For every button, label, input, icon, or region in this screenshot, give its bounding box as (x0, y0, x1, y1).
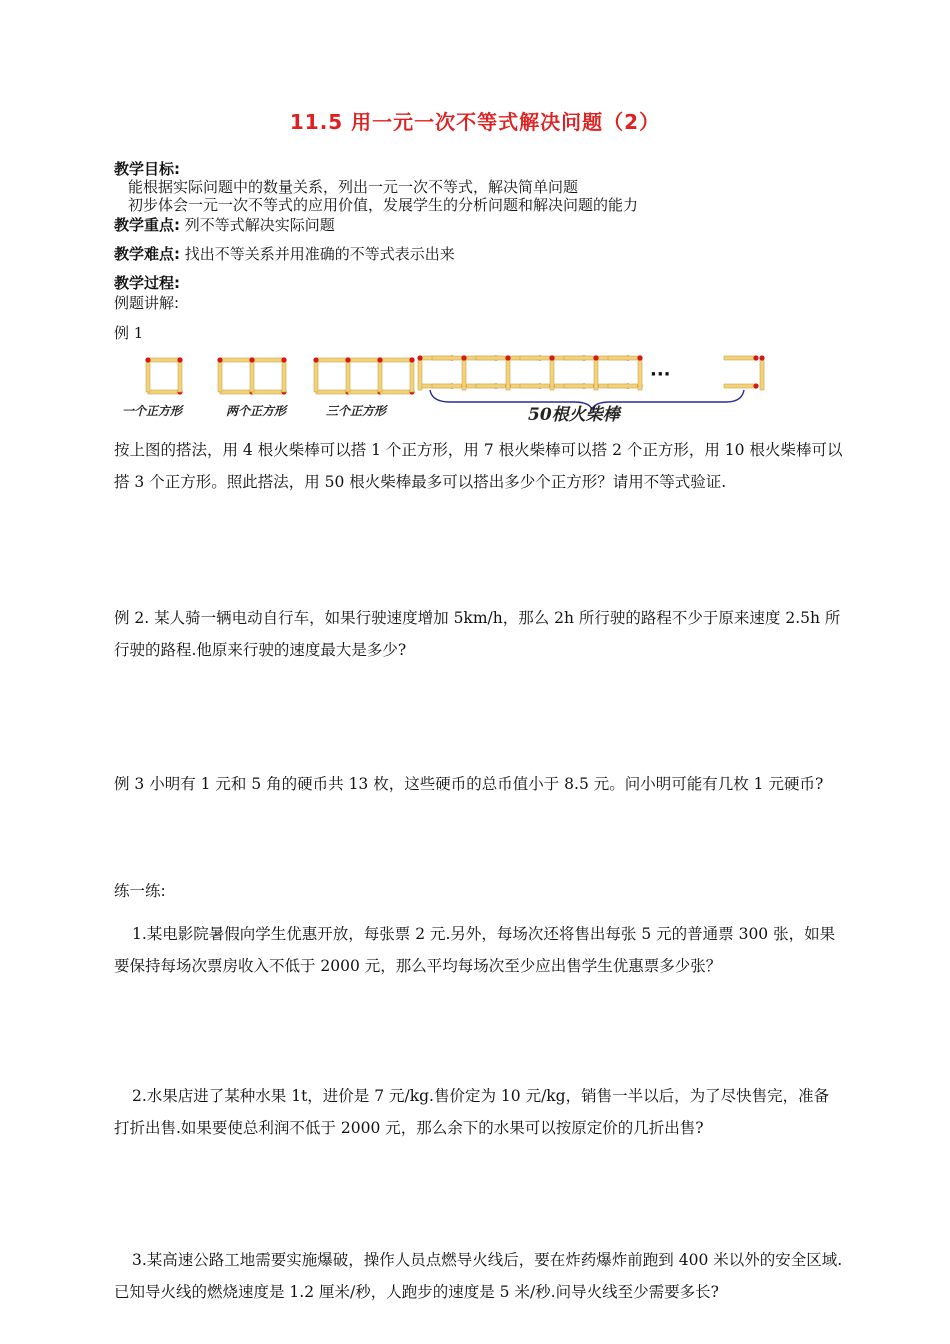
caption-one-square: 一个正方形 (122, 404, 183, 418)
focus-label: 教学重点: (114, 216, 180, 234)
matchstick-figure (114, 350, 774, 430)
goal-item-1: 能根据实际问题中的数量关系，列出一元一次不等式，解决简单问题 (128, 178, 579, 196)
example2-text: 例 2. 某人骑一辆电动自行车，如果行驶速度增加 5km/h，那么 2h 所行驶的路程不少于原来速度 2.5h 所行驶的路程.他原来行驶的速度最大是多少? (114, 609, 841, 659)
practice-item-3: 3.某高速公路工地需要实施爆破，操作人员点燃导火线后，要在炸药爆炸前跑到 400 米以外的安全区域.已知导火线的燃烧速度是 1.2 厘米/秒，人跑步的速度是 5 米/秒.问导火线至少需要多长? (114, 1251, 843, 1301)
practice-label: 练一练: (114, 882, 166, 900)
examples-label: 例题讲解: (114, 294, 180, 312)
process-label: 教学过程: (114, 274, 180, 292)
two-squares (217, 357, 286, 394)
ellipsis: ··· (650, 364, 671, 385)
three-squares (313, 357, 414, 394)
one-square (145, 357, 182, 394)
focus-row (114, 216, 335, 234)
example1-label: 例 1 (114, 324, 144, 342)
difficulty-text: 找出不等关系并用准确的不等式表示出来 (184, 245, 455, 263)
caption-two-squares: 两个正方形 (226, 404, 287, 418)
brace-label: 50根火柴棒 (528, 405, 620, 425)
caption-three-squares: 三个正方形 (326, 404, 387, 418)
practice-item-1: 1.某电影院暑假向学生优惠开放，每张票 2 元.另外，每场次还将售出每张 5 元的普通票 300 张，如果要保持每场次票房收入不低于 2000 元，那么平均每场次至少应出售学生优惠票多少张？ (114, 925, 836, 975)
example3-text: 例 3 小明有 1 元和 5 角的硬币共 13 枚，这些硬币的总币值小于 8.5 元。问小明可能有几枚 1 元硬币? (114, 775, 824, 793)
difficulty-row (114, 245, 455, 263)
example1-text: 按上图的搭法，用 4 根火柴棒可以搭 1 个正方形，用 7 根火柴棒可以搭 2 个正方形，用 10 根火柴棒可以搭 3 个正方形。照此搭法，用 50 根火柴棒最多可以搭出多少个正方形？请用不等式验证. (114, 441, 843, 491)
practice-item-2: 2.水果店进了某种水果 1t，进价是 7 元/kg.售价定为 10 元/kg，销售一半以后，为了尽快售完，准备打折出售.如果要使总利润不低于 2000 元，那么余下的水果可以按原定价的几折出售? (114, 1087, 830, 1137)
page-title: 11.5 用一元一次不等式解决问题（2） (289, 110, 661, 134)
goals-label: 教学目标: (114, 160, 180, 178)
long-row (417, 355, 764, 390)
goal-item-2: 初步体会一元一次不等式的应用价值，发展学生的分析问题和解决问题的能力 (128, 196, 639, 214)
difficulty-label: 教学难点: (114, 245, 180, 263)
focus-text: 列不等式解决实际问题 (184, 216, 335, 234)
